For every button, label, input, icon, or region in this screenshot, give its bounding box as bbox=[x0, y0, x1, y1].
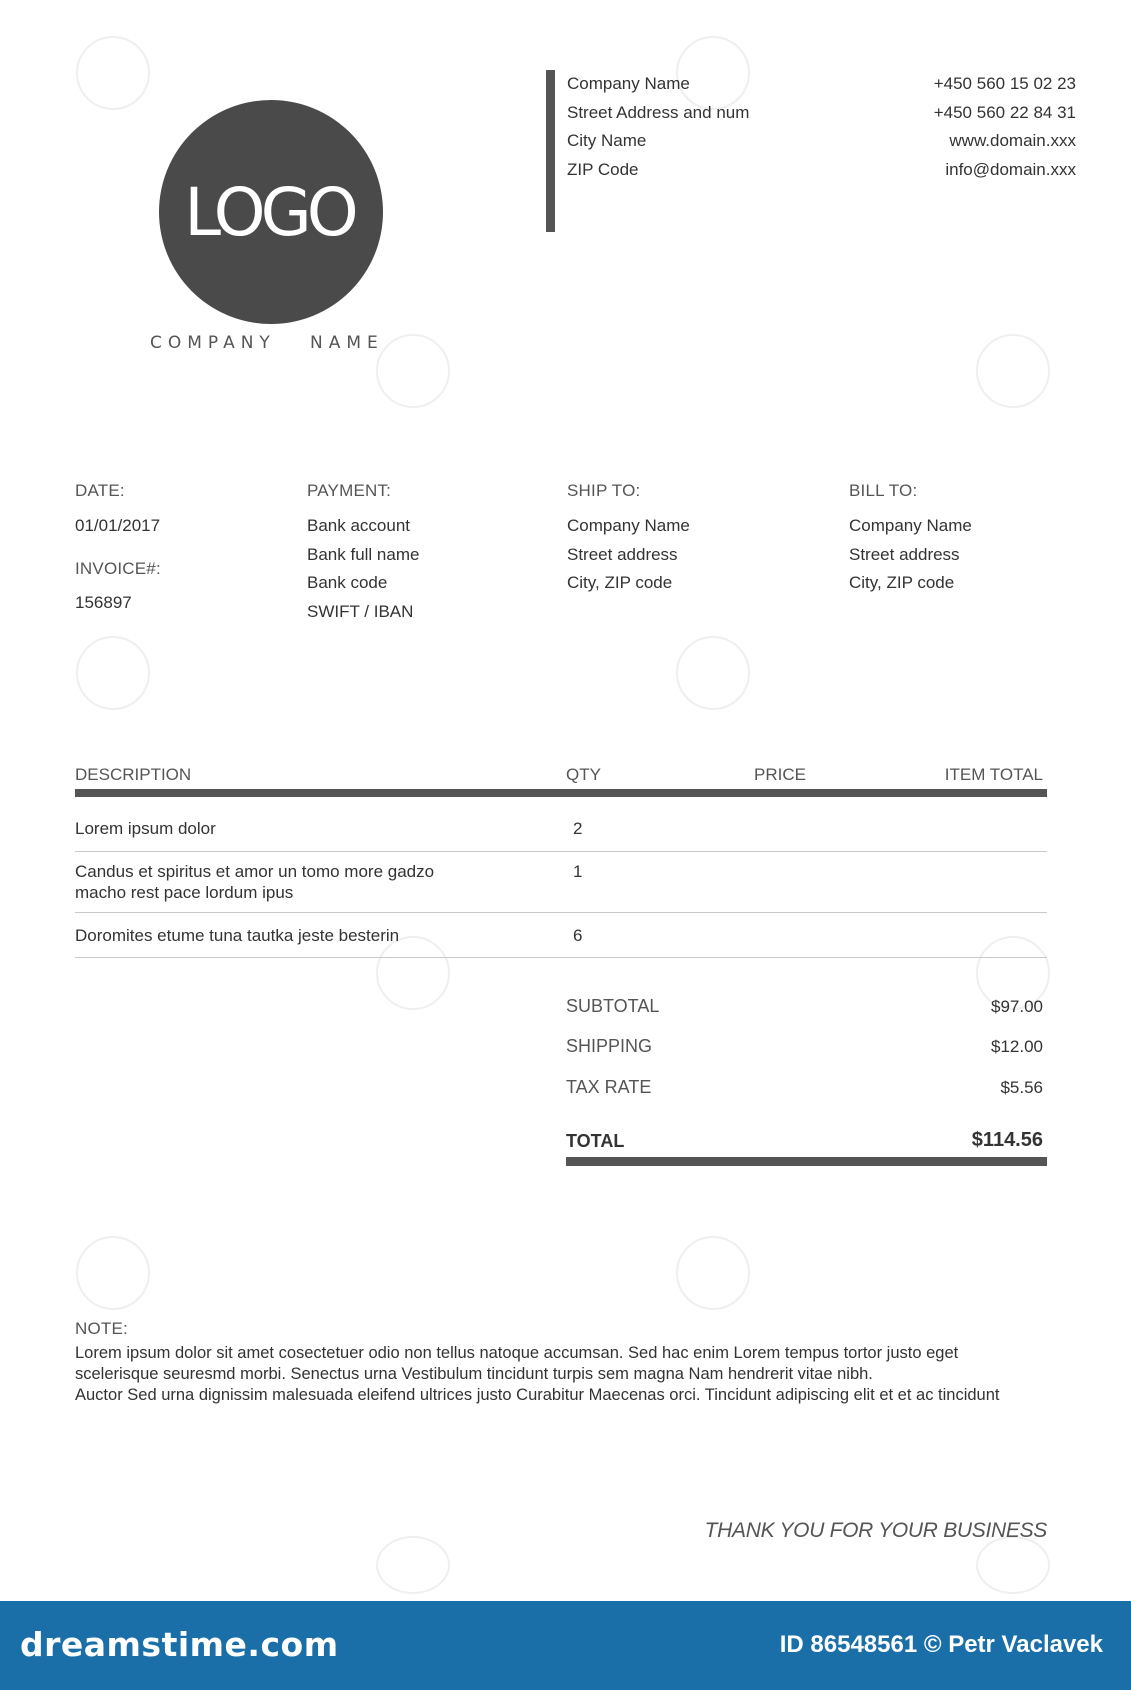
item-qty: 1 bbox=[573, 862, 583, 881]
header-divider bbox=[546, 70, 555, 232]
bill-company: Company Name bbox=[849, 516, 972, 535]
image-credit: ID 86548561 © Petr Vaclavek bbox=[779, 1631, 1103, 1658]
item-qty: 2 bbox=[573, 819, 583, 838]
company-name-caption: COMPANY NAME bbox=[150, 333, 384, 353]
row-divider bbox=[75, 957, 1047, 958]
watermark-spiral-icon bbox=[76, 636, 150, 710]
payment-label: PAYMENT: bbox=[307, 481, 392, 500]
watermark-spiral-icon bbox=[676, 1236, 750, 1310]
company-name: Company Name bbox=[567, 74, 690, 93]
thank-you-message: THANK YOU FOR YOUR BUSINESS bbox=[704, 1519, 1047, 1542]
invoice-value: 156897 bbox=[75, 593, 132, 612]
row-divider bbox=[75, 912, 1047, 913]
watermark-spiral-icon bbox=[376, 936, 450, 1010]
note-line: scelerisque seuresmd morbi. Senectus urna Vestibulum tincidunt turpis sem magna Nam hendrerit vitae nibh. bbox=[75, 1365, 873, 1383]
col-qty: QTY bbox=[566, 765, 601, 784]
invoice-label: INVOICE#: bbox=[75, 559, 161, 578]
watermark-spiral-icon bbox=[76, 1236, 150, 1310]
website: www.domain.xxx bbox=[949, 131, 1076, 150]
item-description: Candus et spiritus et amor un tomo more gadzo bbox=[75, 862, 435, 881]
shipping-value: $12.00 bbox=[991, 1037, 1043, 1056]
dreamstime-brand[interactable]: dreamstime.com bbox=[20, 1625, 339, 1664]
phone-2: +450 560 22 84 31 bbox=[933, 102, 1076, 122]
watermark-spiral-icon bbox=[76, 36, 150, 110]
col-price: PRICE bbox=[754, 765, 806, 784]
logo bbox=[159, 100, 383, 324]
col-item-total: ITEM TOTAL bbox=[944, 765, 1043, 784]
shipping-label: SHIPPING bbox=[566, 1036, 653, 1056]
bank-account: Bank account bbox=[307, 516, 411, 535]
note-text bbox=[75, 1343, 999, 1406]
item-qty: 6 bbox=[573, 926, 583, 945]
date-value: 01/01/2017 bbox=[75, 516, 161, 535]
watermark-spiral-icon bbox=[376, 1536, 450, 1594]
row-divider bbox=[75, 851, 1047, 852]
bank-full-name: Bank full name bbox=[307, 544, 420, 564]
bill-street: Street address bbox=[849, 544, 960, 564]
note-line: Auctor Sed urna dignissim malesuada eleifend ultrices justo Curabitur Maecenas orci. Tincidunt adipiscing elit et et ac tincidunt bbox=[75, 1386, 1000, 1404]
city-name: City Name bbox=[567, 131, 647, 150]
bill-to-address bbox=[849, 512, 972, 598]
subtotal-value: $97.00 bbox=[991, 997, 1043, 1016]
logo-mark: LOGO bbox=[184, 173, 354, 251]
ship-to-address bbox=[567, 512, 690, 598]
note-label: NOTE: bbox=[75, 1319, 128, 1338]
item-description: Lorem ipsum dolor bbox=[75, 819, 216, 838]
item-description-line-2: macho rest pace lordum ipus bbox=[75, 883, 294, 902]
item-description: Doromites etume tuna tautka jeste besterin bbox=[75, 926, 400, 945]
tax-rate-label: TAX RATE bbox=[566, 1077, 652, 1097]
col-description: DESCRIPTION bbox=[75, 765, 192, 784]
date-label: DATE: bbox=[75, 481, 125, 500]
company-address bbox=[567, 70, 749, 184]
phone-1: +450 560 15 02 23 bbox=[933, 74, 1076, 93]
watermark-spiral-icon bbox=[976, 1536, 1050, 1594]
watermark-spiral-icon bbox=[976, 334, 1050, 408]
ship-company: Company Name bbox=[567, 516, 690, 535]
bill-city: City, ZIP code bbox=[849, 573, 955, 592]
email: info@domain.xxx bbox=[945, 159, 1076, 179]
company-contacts bbox=[934, 70, 1076, 184]
total-rule bbox=[566, 1157, 1047, 1166]
bank-code: Bank code bbox=[307, 573, 388, 592]
street-address: Street Address and num bbox=[567, 102, 750, 122]
total-value: $114.56 bbox=[971, 1129, 1043, 1151]
ship-to-label: SHIP TO: bbox=[567, 481, 641, 500]
watermark-spiral-icon bbox=[676, 636, 750, 710]
tax-rate-value: $5.56 bbox=[1000, 1078, 1043, 1097]
ship-street: Street address bbox=[567, 544, 678, 564]
zip-code: ZIP Code bbox=[567, 159, 639, 179]
swift-iban: SWIFT / IBAN bbox=[307, 601, 414, 621]
payment-details bbox=[307, 512, 419, 626]
note-line: Lorem ipsum dolor sit amet cosectetuer odio non tellus natoque accumsan. Sed hac enim Lorem tempus tortor justo eget bbox=[75, 1344, 959, 1362]
bill-to-label: BILL TO: bbox=[849, 481, 918, 500]
table-header-rule bbox=[75, 789, 1047, 797]
stock-footer-band bbox=[0, 1601, 1131, 1690]
total-label: TOTAL bbox=[566, 1131, 625, 1151]
ship-city: City, ZIP code bbox=[567, 573, 673, 592]
subtotal-label: SUBTOTAL bbox=[566, 996, 660, 1016]
